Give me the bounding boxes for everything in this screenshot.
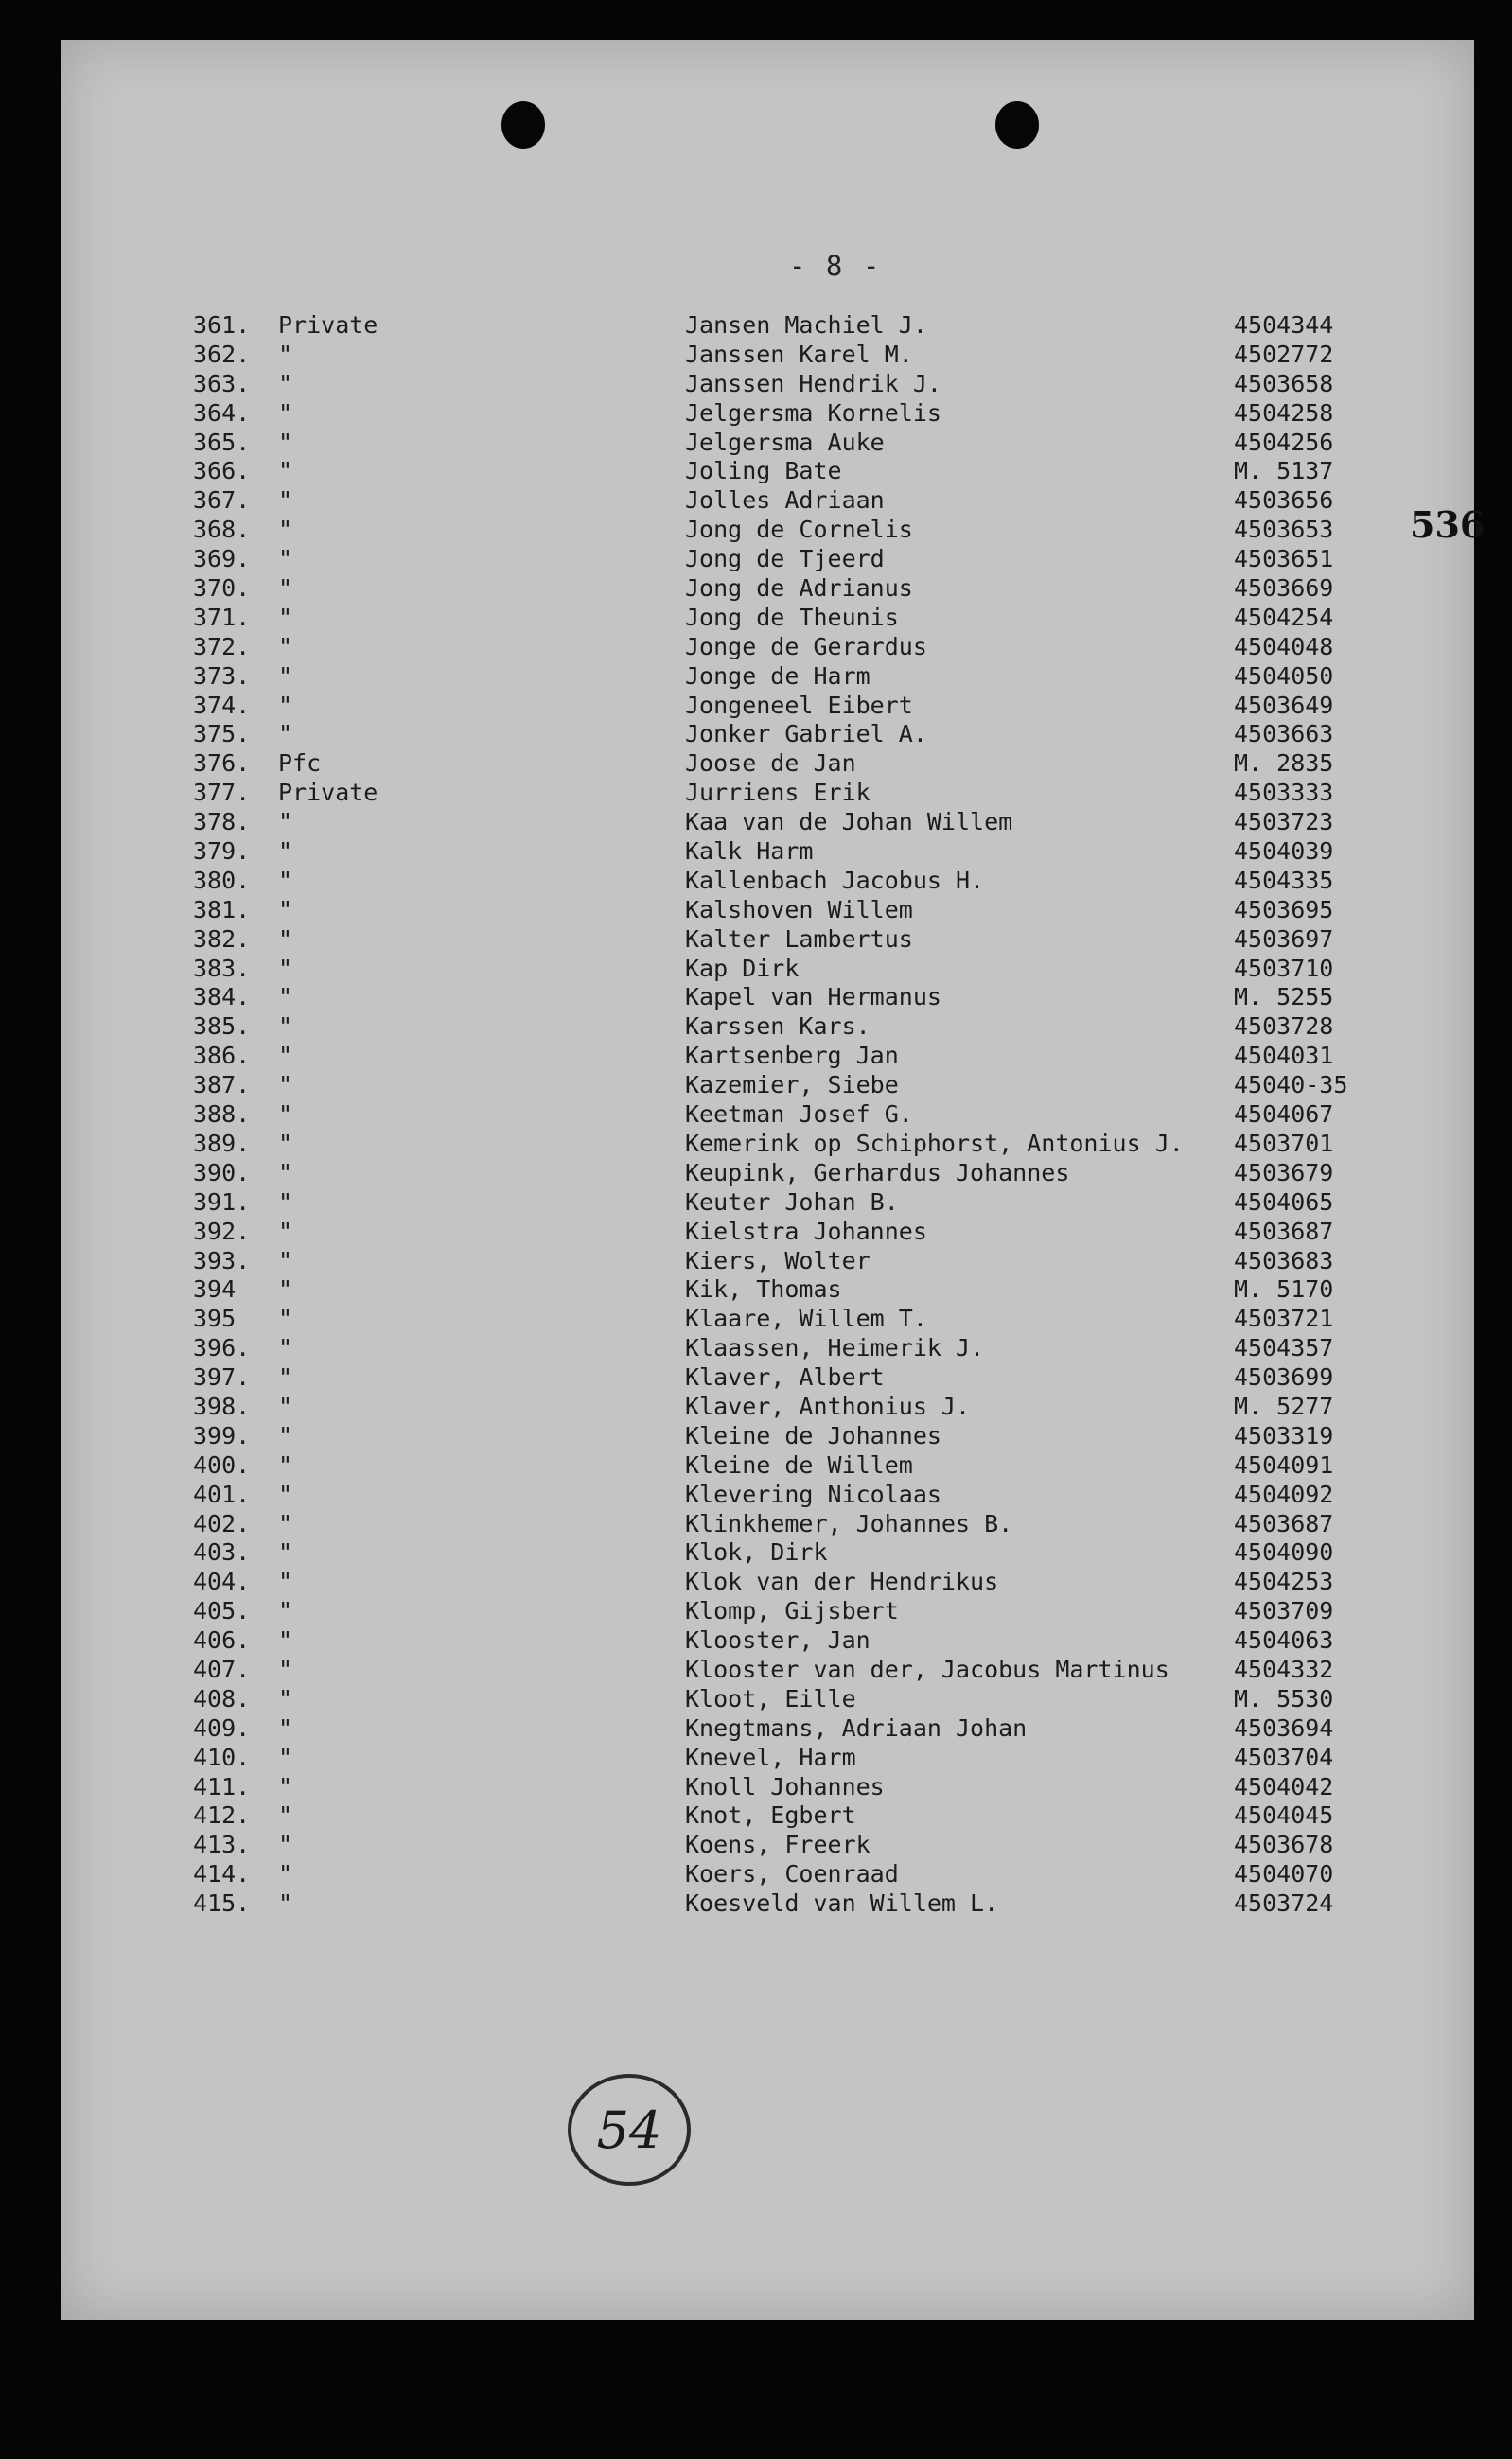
entry-rank: " xyxy=(278,1042,293,1070)
entry-number: 383. xyxy=(193,954,251,982)
entry-number: 363. xyxy=(193,369,251,397)
roster-row xyxy=(193,1714,1385,1744)
entry-rank: Private xyxy=(278,311,378,339)
roster-row xyxy=(193,1481,1385,1510)
roster-row xyxy=(193,1188,1385,1218)
entry-serial: 4503695 xyxy=(1234,895,1334,923)
entry-rank: " xyxy=(278,1772,293,1800)
entry-serial: 4504050 xyxy=(1234,661,1334,690)
roster-row xyxy=(193,1656,1385,1685)
roster-row xyxy=(193,955,1385,984)
roster-row xyxy=(193,1626,1385,1656)
roster-row xyxy=(193,457,1385,486)
entry-rank: " xyxy=(278,1889,293,1918)
entry-rank: " xyxy=(278,720,293,748)
entry-serial: 45040-35 xyxy=(1234,1071,1348,1099)
roster-row xyxy=(193,1451,1385,1481)
entry-number: 405. xyxy=(193,1597,251,1625)
entry-name: Koesveld van Willem L. xyxy=(685,1889,999,1918)
roster-row xyxy=(193,867,1385,896)
entry-name: Klok, Dirk xyxy=(685,1538,828,1567)
entry-name: Jolles Adriaan xyxy=(685,486,885,515)
entry-serial: 4503724 xyxy=(1234,1889,1334,1918)
entry-name: Jelgersma Kornelis xyxy=(685,398,941,427)
entry-serial: 4504048 xyxy=(1234,632,1334,660)
entry-number: 411. xyxy=(193,1772,251,1800)
stamp-text: 54 xyxy=(596,2099,662,2160)
roster-row xyxy=(193,1685,1385,1714)
entry-number: 406. xyxy=(193,1626,251,1655)
entry-serial: 4503710 xyxy=(1234,954,1334,982)
entry-rank: " xyxy=(278,632,293,660)
entry-name: Keetman Josef G. xyxy=(685,1100,913,1129)
entry-number: 391. xyxy=(193,1187,251,1216)
entry-rank: " xyxy=(278,691,293,719)
entry-name: Jong de Adrianus xyxy=(685,574,913,603)
entry-rank: " xyxy=(278,866,293,894)
roster-row xyxy=(193,1305,1385,1334)
roster-list xyxy=(193,311,1385,1919)
entry-name: Jong de Tjeerd xyxy=(685,545,885,573)
entry-rank: " xyxy=(278,369,293,397)
entry-name: Klooster van der, Jacobus Martinus xyxy=(685,1655,1169,1683)
entry-rank: " xyxy=(278,1597,293,1625)
entry-number: 397. xyxy=(193,1363,251,1392)
entry-rank: " xyxy=(278,1450,293,1479)
entry-name: Klaare, Willem T. xyxy=(685,1305,927,1333)
entry-name: Kaa van de Johan Willem xyxy=(685,808,1013,836)
entry-name: Klok van der Hendrikus xyxy=(685,1568,999,1596)
entry-number: 361. xyxy=(193,311,251,339)
entry-serial: 4504063 xyxy=(1234,1626,1334,1655)
entry-rank: " xyxy=(278,1392,293,1420)
entry-name: Knegtmans, Adriaan Johan xyxy=(685,1713,1028,1742)
entry-name: Keupink, Gerhardus Johannes xyxy=(685,1158,1070,1186)
entry-name: Kloot, Eille xyxy=(685,1684,856,1713)
entry-serial: 4503683 xyxy=(1234,1246,1334,1274)
entry-number: 384. xyxy=(193,983,251,1011)
entry-serial: 4503651 xyxy=(1234,545,1334,573)
entry-serial: 4503723 xyxy=(1234,808,1334,836)
roster-row xyxy=(193,925,1385,955)
entry-rank: " xyxy=(278,1217,293,1245)
roster-row xyxy=(193,1538,1385,1568)
entry-name: Klooster, Jan xyxy=(685,1626,870,1655)
roster-row xyxy=(193,662,1385,692)
entry-rank: " xyxy=(278,1538,293,1567)
entry-rank: " xyxy=(278,1831,293,1859)
roster-row xyxy=(193,1510,1385,1539)
entry-rank: " xyxy=(278,398,293,427)
roster-row xyxy=(193,370,1385,399)
entry-number: 404. xyxy=(193,1568,251,1596)
entry-serial: 4504332 xyxy=(1234,1655,1334,1683)
entry-rank: " xyxy=(278,1012,293,1041)
entry-serial: 4503694 xyxy=(1234,1713,1334,1742)
entry-number: 398. xyxy=(193,1392,251,1420)
entry-number: 403. xyxy=(193,1538,251,1567)
entry-rank: " xyxy=(278,516,293,544)
entry-rank: " xyxy=(278,1363,293,1392)
entry-rank: " xyxy=(278,661,293,690)
entry-rank: " xyxy=(278,924,293,953)
roster-row xyxy=(193,1334,1385,1363)
roster-row xyxy=(193,1831,1385,1860)
entry-name: Klevering Nicolaas xyxy=(685,1480,941,1508)
roster-row xyxy=(193,1275,1385,1305)
entry-rank: Private xyxy=(278,779,378,807)
roster-row xyxy=(193,896,1385,925)
entry-name: Jonker Gabriel A. xyxy=(685,720,927,748)
entry-serial: 4503319 xyxy=(1234,1421,1334,1449)
entry-number: 373. xyxy=(193,661,251,690)
entry-serial: 4503679 xyxy=(1234,1158,1334,1186)
entry-name: Klaassen, Heimerik J. xyxy=(685,1334,985,1362)
entry-number: 366. xyxy=(193,457,251,485)
entry-rank: " xyxy=(278,954,293,982)
entry-name: Klomp, Gijsbert xyxy=(685,1597,899,1625)
entry-serial: 4503669 xyxy=(1234,574,1334,603)
entry-number: 402. xyxy=(193,1509,251,1537)
entry-number: 378. xyxy=(193,808,251,836)
roster-row xyxy=(193,1218,1385,1247)
entry-name: Klaver, Anthonius J. xyxy=(685,1392,971,1420)
roster-row xyxy=(193,516,1385,545)
entry-number: 367. xyxy=(193,486,251,515)
roster-row xyxy=(193,1801,1385,1831)
entry-number: 364. xyxy=(193,398,251,427)
roster-row xyxy=(193,1100,1385,1130)
entry-name: Jong de Cornelis xyxy=(685,516,913,544)
entry-rank: " xyxy=(278,1246,293,1274)
roster-row xyxy=(193,1597,1385,1626)
entry-rank: " xyxy=(278,603,293,631)
entry-serial: 4503687 xyxy=(1234,1509,1334,1537)
entry-rank: " xyxy=(278,1655,293,1683)
entry-number: 362. xyxy=(193,340,251,368)
entry-name: Kalshoven Willem xyxy=(685,895,913,923)
entry-serial: 4503697 xyxy=(1234,924,1334,953)
entry-serial: 4504067 xyxy=(1234,1100,1334,1129)
entry-serial: 4504065 xyxy=(1234,1187,1334,1216)
entry-serial: 4503678 xyxy=(1234,1831,1334,1859)
entry-serial: 4503728 xyxy=(1234,1012,1334,1041)
entry-serial: M. 5255 xyxy=(1234,983,1334,1011)
entry-number: 382. xyxy=(193,924,251,953)
entry-number: 372. xyxy=(193,632,251,660)
entry-name: Koers, Coenraad xyxy=(685,1860,899,1888)
entry-name: Klaver, Albert xyxy=(685,1363,885,1392)
roster-row xyxy=(193,1393,1385,1422)
entry-number: 409. xyxy=(193,1713,251,1742)
entry-name: Jelgersma Auke xyxy=(685,428,885,456)
entry-rank: " xyxy=(278,1480,293,1508)
entry-serial: 4502772 xyxy=(1234,340,1334,368)
entry-rank: " xyxy=(278,1158,293,1186)
page-number: - 8 - xyxy=(789,250,882,282)
roster-row xyxy=(193,633,1385,662)
roster-row xyxy=(193,399,1385,429)
entry-number: 399. xyxy=(193,1421,251,1449)
entry-number: 380. xyxy=(193,866,251,894)
entry-rank: " xyxy=(278,1860,293,1888)
entry-name: Keuter Johan B. xyxy=(685,1187,899,1216)
entry-number: 408. xyxy=(193,1684,251,1713)
entry-number: 401. xyxy=(193,1480,251,1508)
entry-rank: " xyxy=(278,983,293,1011)
entry-name: Kik, Thomas xyxy=(685,1275,842,1304)
roster-row xyxy=(193,1860,1385,1889)
roster-row xyxy=(193,1159,1385,1188)
roster-row xyxy=(193,1071,1385,1100)
entry-serial: 4503687 xyxy=(1234,1217,1334,1245)
entry-rank: " xyxy=(278,1684,293,1713)
entry-name: Kleine de Johannes xyxy=(685,1421,941,1449)
roster-row xyxy=(193,545,1385,574)
entry-serial: 4503658 xyxy=(1234,369,1334,397)
entry-serial: 4504091 xyxy=(1234,1450,1334,1479)
entry-number: 386. xyxy=(193,1042,251,1070)
entry-number: 385. xyxy=(193,1012,251,1041)
entry-name: Kalter Lambertus xyxy=(685,924,913,953)
entry-rank: " xyxy=(278,486,293,515)
entry-number: 379. xyxy=(193,837,251,866)
entry-rank: " xyxy=(278,1626,293,1655)
entry-number: 396. xyxy=(193,1334,251,1362)
entry-serial: 4503656 xyxy=(1234,486,1334,515)
entry-rank: " xyxy=(278,545,293,573)
entry-name: Jonge de Gerardus xyxy=(685,632,927,660)
entry-number: 410. xyxy=(193,1743,251,1771)
entry-number: 370. xyxy=(193,574,251,603)
roster-row xyxy=(193,1363,1385,1393)
entry-serial: 4503699 xyxy=(1234,1363,1334,1392)
entry-number: 368. xyxy=(193,516,251,544)
roster-row xyxy=(193,749,1385,779)
roster-row xyxy=(193,1130,1385,1159)
entry-serial: 4503653 xyxy=(1234,516,1334,544)
entry-number: 375. xyxy=(193,720,251,748)
entry-serial: 4504256 xyxy=(1234,428,1334,456)
roster-row xyxy=(193,1042,1385,1071)
entry-rank: " xyxy=(278,1568,293,1596)
roster-row xyxy=(193,486,1385,516)
entry-number: 377. xyxy=(193,779,251,807)
roster-row xyxy=(193,1889,1385,1919)
entry-number: 413. xyxy=(193,1831,251,1859)
roster-row xyxy=(193,983,1385,1012)
entry-rank: " xyxy=(278,1743,293,1771)
entry-rank: " xyxy=(278,1334,293,1362)
entry-rank: " xyxy=(278,1421,293,1449)
entry-name: Kleine de Willem xyxy=(685,1450,913,1479)
entry-rank: " xyxy=(278,340,293,368)
entry-name: Jonge de Harm xyxy=(685,661,870,690)
entry-number: 365. xyxy=(193,428,251,456)
entry-serial: 4504039 xyxy=(1234,837,1334,866)
entry-rank: Pfc xyxy=(278,749,322,778)
entry-name: Kap Dirk xyxy=(685,954,800,982)
entry-name: Kiers, Wolter xyxy=(685,1246,870,1274)
entry-serial: M. 2835 xyxy=(1234,749,1334,778)
entry-rank: " xyxy=(278,808,293,836)
entry-number: 374. xyxy=(193,691,251,719)
entry-serial: M. 5137 xyxy=(1234,457,1334,485)
entry-rank: " xyxy=(278,1129,293,1157)
entry-rank: " xyxy=(278,1509,293,1537)
entry-name: Jong de Theunis xyxy=(685,603,899,631)
entry-number: 390. xyxy=(193,1158,251,1186)
entry-serial: 4504042 xyxy=(1234,1772,1334,1800)
entry-number: 395 xyxy=(193,1305,237,1333)
entry-name: Kielstra Johannes xyxy=(685,1217,927,1245)
entry-number: 414. xyxy=(193,1860,251,1888)
entry-serial: 4504070 xyxy=(1234,1860,1334,1888)
roster-row xyxy=(193,311,1385,341)
entry-number: 400. xyxy=(193,1450,251,1479)
roster-row xyxy=(193,1422,1385,1451)
roster-row xyxy=(193,837,1385,867)
roster-row xyxy=(193,1744,1385,1773)
entry-serial: M. 5170 xyxy=(1234,1275,1334,1304)
roster-row xyxy=(193,779,1385,808)
entry-number: 389. xyxy=(193,1129,251,1157)
entry-number: 369. xyxy=(193,545,251,573)
roster-row xyxy=(193,604,1385,633)
roster-row xyxy=(193,1568,1385,1597)
punch-hole-left xyxy=(501,101,545,149)
punch-hole-right xyxy=(995,101,1039,149)
entry-name: Kallenbach Jacobus H. xyxy=(685,866,985,894)
entry-name: Janssen Hendrik J. xyxy=(685,369,941,397)
entry-serial: M. 5530 xyxy=(1234,1684,1334,1713)
entry-name: Jurriens Erik xyxy=(685,779,870,807)
entry-rank: " xyxy=(278,1305,293,1333)
entry-rank: " xyxy=(278,1100,293,1129)
entry-rank: " xyxy=(278,1187,293,1216)
entry-name: Knot, Egbert xyxy=(685,1801,856,1830)
entry-number: 387. xyxy=(193,1071,251,1099)
roster-row xyxy=(193,720,1385,749)
roster-row xyxy=(193,692,1385,721)
entry-rank: " xyxy=(278,574,293,603)
entry-serial: 4504045 xyxy=(1234,1801,1334,1830)
entry-serial: 4504092 xyxy=(1234,1480,1334,1508)
entry-name: Knoll Johannes xyxy=(685,1772,885,1800)
document-page xyxy=(61,40,1486,2320)
entry-name: Joose de Jan xyxy=(685,749,856,778)
entry-name: Koens, Freerk xyxy=(685,1831,870,1859)
entry-number: 371. xyxy=(193,603,251,631)
entry-serial: 4503649 xyxy=(1234,691,1334,719)
entry-rank: " xyxy=(278,1713,293,1742)
entry-serial: 4504090 xyxy=(1234,1538,1334,1567)
entry-serial: 4503721 xyxy=(1234,1305,1334,1333)
entry-name: Klinkhemer, Johannes B. xyxy=(685,1509,1013,1537)
entry-number: 388. xyxy=(193,1100,251,1129)
entry-number: 393. xyxy=(193,1246,251,1274)
entry-rank: " xyxy=(278,895,293,923)
roster-row xyxy=(193,429,1385,458)
entry-serial: M. 5277 xyxy=(1234,1392,1334,1420)
entry-name: Kartsenberg Jan xyxy=(685,1042,899,1070)
entry-number: 376. xyxy=(193,749,251,778)
entry-rank: " xyxy=(278,837,293,866)
entry-serial: 4503333 xyxy=(1234,779,1334,807)
entry-rank: " xyxy=(278,457,293,485)
entry-name: Kemerink op Schiphorst, Antonius J. xyxy=(685,1129,1184,1157)
entry-number: 407. xyxy=(193,1655,251,1683)
entry-serial: 4504344 xyxy=(1234,311,1334,339)
entry-name: Kalk Harm xyxy=(685,837,814,866)
roster-row xyxy=(193,808,1385,837)
roster-row xyxy=(193,1773,1385,1802)
entry-number: 415. xyxy=(193,1889,251,1918)
entry-name: Jansen Machiel J. xyxy=(685,311,927,339)
entry-rank: " xyxy=(278,1801,293,1830)
circled-number-stamp xyxy=(568,2074,691,2186)
entry-number: 381. xyxy=(193,895,251,923)
entry-number: 394 xyxy=(193,1275,237,1304)
entry-name: Knevel, Harm xyxy=(685,1743,856,1771)
roster-row xyxy=(193,1012,1385,1042)
entry-name: Kazemier, Siebe xyxy=(685,1071,899,1099)
roster-row xyxy=(193,574,1385,604)
entry-serial: 4504335 xyxy=(1234,866,1334,894)
entry-name: Jongeneel Eibert xyxy=(685,691,913,719)
entry-serial: 4503663 xyxy=(1234,720,1334,748)
entry-serial: 4504258 xyxy=(1234,398,1334,427)
entry-name: Joling Bate xyxy=(685,457,842,485)
entry-rank: " xyxy=(278,1071,293,1099)
entry-serial: 4504253 xyxy=(1234,1568,1334,1596)
entry-serial: 4503701 xyxy=(1234,1129,1334,1157)
entry-serial: 4503709 xyxy=(1234,1597,1334,1625)
entry-number: 392. xyxy=(193,1217,251,1245)
entry-serial: 4504254 xyxy=(1234,603,1334,631)
entry-name: Janssen Karel M. xyxy=(685,340,913,368)
entry-serial: 4504031 xyxy=(1234,1042,1334,1070)
entry-name: Kapel van Hermanus xyxy=(685,983,941,1011)
entry-serial: 4503704 xyxy=(1234,1743,1334,1771)
entry-rank: " xyxy=(278,428,293,456)
entry-rank: " xyxy=(278,1275,293,1304)
roster-row xyxy=(193,341,1385,370)
margin-number: 536 xyxy=(1410,503,1486,546)
entry-number: 412. xyxy=(193,1801,251,1830)
entry-serial: 4504357 xyxy=(1234,1334,1334,1362)
roster-row xyxy=(193,1247,1385,1276)
entry-name: Karssen Kars. xyxy=(685,1012,870,1041)
